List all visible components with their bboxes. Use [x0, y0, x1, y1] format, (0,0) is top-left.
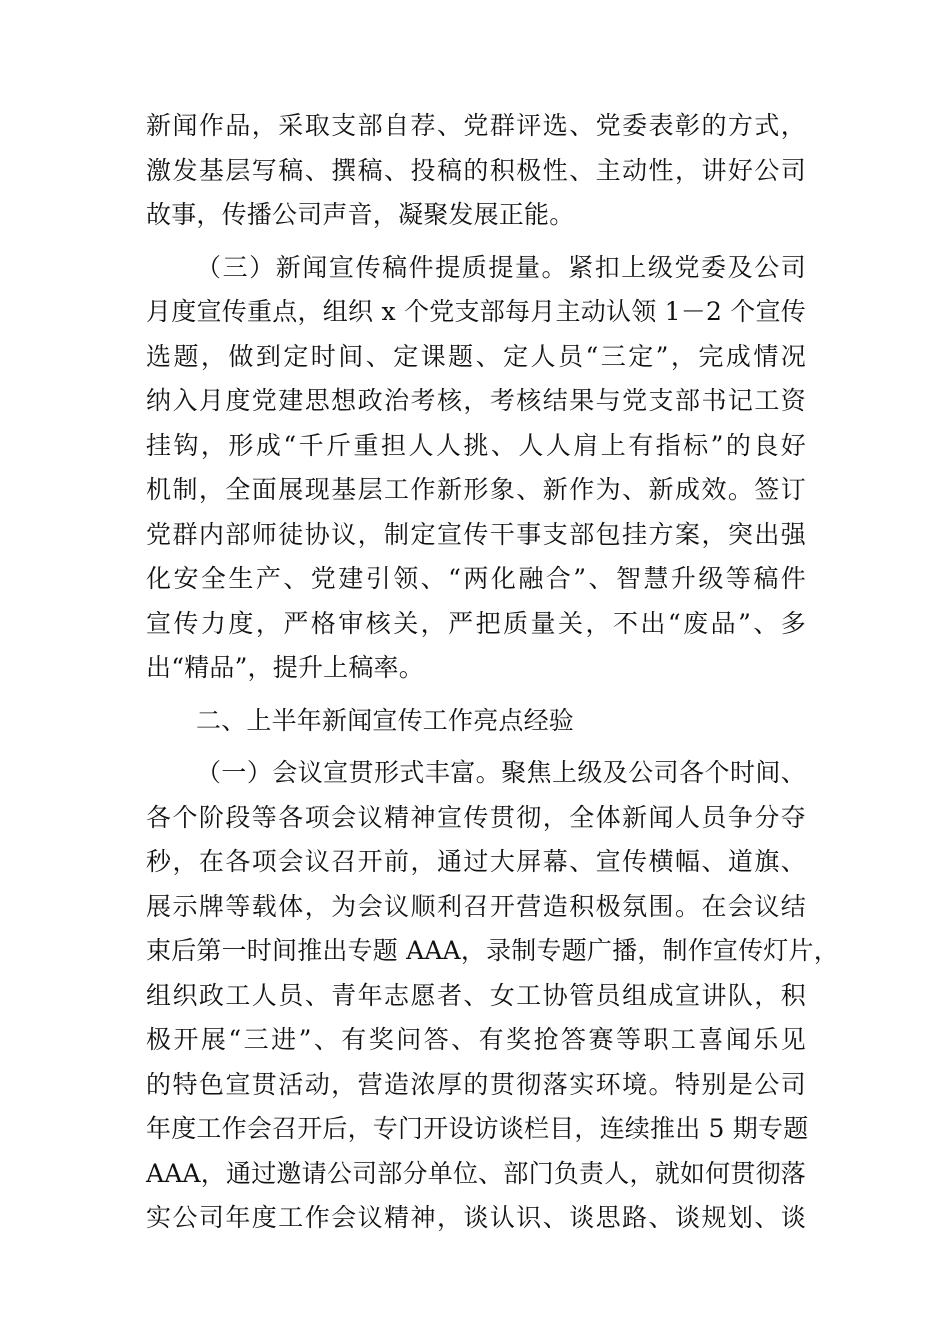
text-line: 机制，全面展现基层工作新形象、新作为、新成效。签订	[146, 475, 806, 504]
text-line: 极开展“三进”、有奖问答、有奖抢答赛等职工喜闻乐见	[146, 1025, 806, 1054]
text-line: 宣传力度，严格审核关，严把质量关，不出“废品”、多	[146, 608, 806, 638]
text-line: 激发基层写稿、撰稿、投稿的积极性、主动性，讲好公司	[146, 155, 806, 185]
text-line: 束后第一时间推出专题 AAA，录制专题广播，制作宣传灯片，	[146, 936, 839, 965]
text-line: 组织政工人员、青年志愿者、女工协管员组成宣讲队，积	[146, 980, 806, 1010]
text-line: 新闻作品，采取支部自荐、党群评选、党委表彰的方式，	[146, 111, 806, 140]
text-line: AAA，通过邀请公司部分单位、部门负责人，就如何贯彻落	[146, 1158, 806, 1188]
text-line: 展示牌等载体，为会议顺利召开营造积极氛围。在会议结	[146, 891, 806, 921]
text-line: 年度工作会召开后，专门开设访谈栏目，连续推出 5 期专题	[146, 1114, 809, 1143]
text-line: 故事，传播公司声音，凝聚发展正能。	[146, 200, 575, 229]
text-line: 出“精品”，提升上稿率。	[146, 653, 424, 682]
text-line: 秒，在各项会议召开前，通过大屏幕、宣传横幅、道旗、	[146, 847, 806, 876]
text-line: （一）会议宣贯形式丰富。聚焦上级及公司各个时间、	[196, 758, 806, 787]
text-line: （三）新闻宣传稿件提质提量。紧扣上级党委及公司	[196, 252, 806, 282]
text-line: 月度宣传重点，组织 x 个党支部每月主动认领 1－2 个宣传	[146, 297, 806, 326]
text-line: 纳入月度党建思想政治考核，考核结果与党支部书记工资	[146, 386, 806, 415]
text-line: 党群内部师徒协议，制定宣传干事支部包挂方案，突出强	[146, 519, 806, 549]
text-line: 的特色宣贯活动，营造浓厚的贯彻落实环境。特别是公司	[146, 1069, 806, 1099]
text-line: 二、上半年新闻宣传工作亮点经验	[196, 705, 575, 735]
text-line: 选题，做到定时间、定课题、定人员“三定”，完成情况	[146, 341, 806, 371]
text-line: 各个阶段等各项会议精神宣传贯彻，全体新闻人员争分夺	[146, 802, 806, 832]
text-line: 化安全生产、党建引领、“两化融合”、智慧升级等稿件	[146, 564, 806, 593]
text-line: 挂钩，形成“千斤重担人人挑、人人肩上有指标”的良好	[146, 430, 806, 460]
text-line: 实公司年度工作会议精神，谈认识、谈思路、谈规划、谈	[146, 1203, 806, 1232]
